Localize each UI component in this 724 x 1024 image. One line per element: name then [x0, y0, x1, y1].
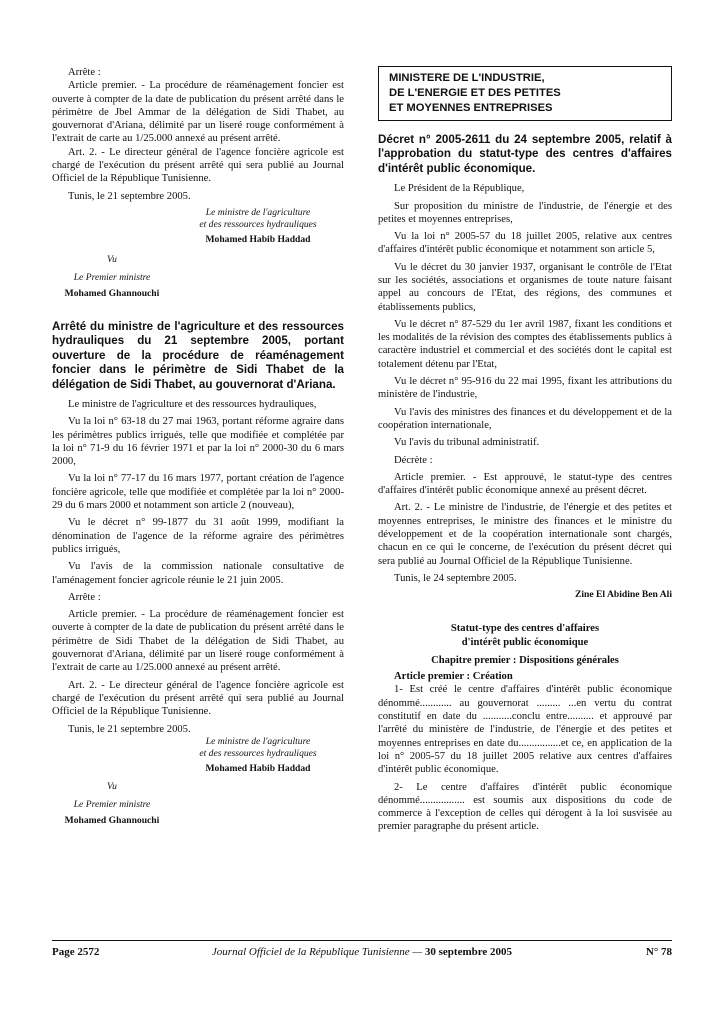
- president-signature: Zine El Abidine Ben Ali: [574, 589, 672, 601]
- article-premier: Article premier. - La procédure de réaménagement foncier est ouverte à compter de la date de publication du présent arrêté dans le périmètre de Jbel Ammar de la délégation de Sidi Thabet, au gouvernorat d'Ariana, délimité par un liseré rouge conformément à l'extrait de carte au 1/25.000 annexé au présent arrêté.: [52, 80, 344, 145]
- pm-signature-2: [52, 781, 172, 827]
- footer-dash: —: [412, 946, 423, 958]
- page-number: Page 2572: [52, 946, 100, 958]
- right-column: [378, 66, 672, 834]
- pm-name: Mohamed Ghannouchi: [64, 287, 160, 299]
- decree-date: Tunis, le 24 septembre 2005.: [394, 572, 517, 584]
- signature-date-2: Tunis, le 21 septembre 2005.: [68, 723, 191, 735]
- statut-title-line-1: Statut-type des centres d'affaires: [450, 623, 600, 635]
- arrete-heading: Arrête :: [68, 67, 101, 78]
- arrete-heading-2: Arrête :: [68, 591, 101, 603]
- ministry-line-2: DE L'ENERGIE ET DES PETITES: [389, 87, 561, 99]
- article-premier-2: Article premier. - La procédure de réaménagement foncier est ouverte à compter de la date de publication du présent arrêté dans le périmètre de Sidi Thabet de la délégation de Sidi Thabet, au gouvernorat d'Ariana, délimité par un liseré rouge conformément à l'extrait de carte au 1/25.000 annexé au présent arrêté.: [52, 609, 344, 674]
- decree-title: Décret n° 2005-2611 du 24 septembre 2005, relatif à l'approbation du statut-type des centres d'affaires d'intérêt public économique.: [378, 133, 672, 175]
- arrete-title: Arrêté du ministre de l'agriculture et des ressources hydrauliques du 21 septembre 2005, portant ouverture de la procédure de réaménagement foncier dans le périmètre de Sidi Thabet de la délégation de Sidi Thabet, au gouvernorat d'Ariana.: [52, 319, 344, 391]
- statut-title: [378, 622, 672, 649]
- decrete-heading: Décrète :: [394, 454, 433, 466]
- visa-decret-1937: Vu le décret du 30 janvier 1937, organisant le contrôle de l'Etat sur les sociétés, associations et organismes de toute nature faisant appel au concours de l'Etat, des régions, des communes et établissements publics,: [378, 261, 672, 313]
- left-column: [52, 66, 344, 827]
- statut-article-1: 1- Est créé le centre d'affaires d'intérêt public économique dénommé............ au gouvernorat ......... ...en vertu du contrat constitutif en date du ...........conclu entre.......... et approuvé par l'arrêté du ministère de l'industrie, de l'énergie et des petites et moyennes entreprises en date du................et ce, en application de la loi n° 2005-57 du 18 juillet 2005 relative aux centres d'affaires d'intérêt public économique.: [378, 684, 672, 776]
- visa-decret-87-529: Vu le décret n° 87-529 du 1er avril 1987, fixant les conditions et les modalités de la révision des comptes des établissements publics à caractère industriel et commercial et des sociétés dont le capital est totalement détenu par l'Etat,: [378, 318, 672, 370]
- ministry-header-box: [378, 66, 672, 121]
- issue-date: 30 septembre 2005: [424, 946, 513, 958]
- decree-article-2: Art. 2. - Le ministre de l'industrie, de l'énergie et des petites et moyennes entreprises, le ministre des finances et le ministre du développement et de la coopération internationale sont chargés, chacun en ce qui le concerne, de l'exécution du présent décret qui sera publié au Journal Officiel de la République Tunisienne.: [378, 502, 672, 567]
- preamble-minister: Le ministre de l'agriculture et des ressources hydrauliques,: [68, 399, 317, 410]
- minister-name-2: Mohamed Habib Haddad: [205, 762, 311, 774]
- statut-title-line-2: d'intérêt public économique: [461, 636, 589, 648]
- chapter-heading: Chapitre premier : Dispositions générales: [431, 654, 619, 666]
- minister-role-2: Le ministre de l'agriculture: [205, 735, 311, 747]
- journal-title: Journal Officiel de la République Tunisienne: [211, 946, 410, 958]
- article-2: Art. 2. - Le directeur général de l'agence foncière agricole est chargé de l'exécution du présent arrêté qui sera publié au Journal Officiel de la République Tunisienne.: [52, 146, 344, 185]
- minister-role-cont-2: et des ressources hydrauliques: [199, 747, 317, 759]
- minister-signature: [182, 207, 334, 246]
- decree-article-premier: Article premier. - Est approuvé, le statut-type des centres d'affaires d'intérêt public économique annexé au présent décret.: [378, 471, 672, 497]
- minister-name: Mohamed Habib Haddad: [205, 233, 311, 245]
- issue-number: N° 78: [645, 946, 672, 958]
- visa-decret-95-916: Vu le décret n° 95-916 du 22 mai 1995, fixant les attributions du ministère de l'industrie,: [378, 376, 672, 401]
- vu-label: Vu: [107, 253, 117, 265]
- proposition: Sur proposition du ministre de l'industrie, de l'énergie et des petites et moyennes entreprises,: [378, 200, 672, 225]
- visa-loi-63-18: Vu la loi n° 63-18 du 27 mai 1963, portant réforme agraire dans les périmètres publics irrigués, telle que modifiée et complétée par la loi n° 71-9 du 16 février 1971 et par la loi n° 2000-30 du 6 mars 2000,: [52, 416, 344, 468]
- minister-signature-2: [182, 736, 334, 775]
- article-heading: Article premier : Création: [394, 671, 513, 683]
- visa-loi-2005-57: Vu la loi n° 2005-57 du 18 juillet 2005, relative aux centres d'affaires d'intérêt public économique et notamment son article 5,: [378, 231, 672, 256]
- visa-avis-ministres: Vu l'avis des ministres des finances et du développement et de la coopération internationale,: [378, 406, 672, 431]
- visa-decret-99-1877: Vu le décret n° 99-1877 du 31 août 1999, modifiant la dénomination de l'agence de la réforme agraire des périmètres publics irrigués,: [52, 517, 344, 555]
- president-preamble: Le Président de la République,: [394, 183, 525, 195]
- statut-article-2: 2- Le centre d'affaires d'intérêt public économique dénommé................. est soumis aux dispositions du code de commerce à l'exception de celles qui dérogent à la loi susvisée au premier paragraphe du présent article.: [378, 781, 672, 833]
- minister-role-cont: et des ressources hydrauliques: [199, 218, 317, 230]
- ministry-line-3: ET MOYENNES ENTREPRISES: [389, 102, 553, 114]
- visa-tribunal: Vu l'avis du tribunal administratif.: [394, 437, 540, 449]
- article-2-2: Art. 2. - Le directeur général de l'agence foncière agricole est chargé de l'exécution du présent arrêté qui sera publié au Journal Officiel de la République Tunisienne.: [52, 679, 344, 718]
- signature-date: Tunis, le 21 septembre 2005.: [68, 190, 191, 202]
- ministry-line-1: MINISTERE DE L'INDUSTRIE,: [389, 72, 545, 84]
- visa-avis-commission: Vu l'avis de la commission nationale consultative de l'aménagement foncier agricole réunie le 21 juin 2005.: [52, 561, 344, 586]
- journal-title-line: [52, 946, 672, 958]
- pm-role-2: Le Premier ministre: [73, 798, 151, 810]
- vu-label-2: Vu: [107, 780, 117, 792]
- pm-name-2: Mohamed Ghannouchi: [64, 814, 160, 826]
- pm-role: Le Premier ministre: [73, 271, 151, 283]
- footer-rule: [52, 940, 672, 941]
- visa-loi-77-17: Vu la loi n° 77-17 du 16 mars 1977, portant création de l'agence foncière agricole, telle que modifiée et complétée par la loi n° 2000-29 du 6 mars 2000 et notamment son article 2 (nouveau),: [52, 473, 344, 512]
- minister-role: Le ministre de l'agriculture: [205, 206, 311, 218]
- pm-signature: [52, 254, 172, 300]
